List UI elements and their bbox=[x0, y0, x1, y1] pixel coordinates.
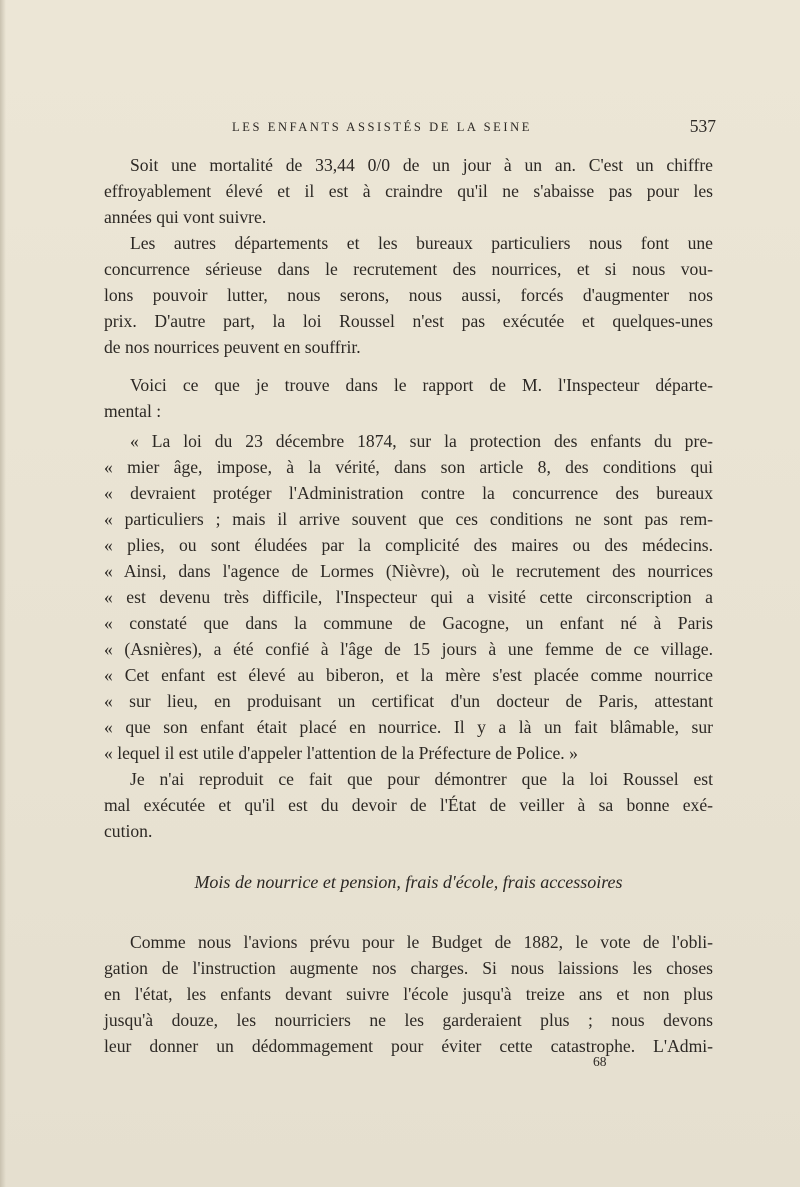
inspector-quote bbox=[104, 428, 713, 766]
page-header bbox=[104, 116, 716, 140]
paragraph-budget bbox=[104, 929, 713, 1059]
quote-line: « Ainsi, dans l'agence de Lormes (Nièvre), où le recrutement des nourrices bbox=[104, 561, 713, 581]
paragraph-report-intro bbox=[104, 372, 713, 424]
quote-line: « mier âge, impose, à la vérité, dans son article 8, des conditions qui bbox=[104, 457, 713, 477]
text-line: effroyablement élevé et il est à craindre qu'il ne s'abaisse pas pour les bbox=[104, 181, 713, 201]
quote-line: « La loi du 23 décembre 1874, sur la protection des enfants du pre- bbox=[130, 431, 713, 451]
text-line: en l'état, les enfants devant suivre l'école jusqu'à treize ans et non plus bbox=[104, 984, 713, 1004]
text-line: mental : bbox=[104, 401, 162, 421]
quote-line: « particuliers ; mais il arrive souvent que ces conditions ne sont pas rem- bbox=[104, 509, 713, 529]
text-line: Soit une mortalité de 33,44 0/0 de un jour à un an. C'est un chiffre bbox=[130, 155, 713, 175]
quote-line: « constaté que dans la commune de Gacogne, un enfant né à Paris bbox=[104, 613, 713, 633]
quote-line: « devraient protéger l'Administration contre la concurrence des bureaux bbox=[104, 483, 713, 503]
paragraph-competition bbox=[104, 230, 713, 360]
text-line: lons pouvoir lutter, nous serons, nous aussi, forcés d'augmenter nos bbox=[104, 285, 713, 305]
text-line: Les autres départements et les bureaux particuliers nous font une bbox=[130, 233, 713, 253]
quote-line: « est devenu très difficile, l'Inspecteur qui a visité cette circonscription a bbox=[104, 587, 713, 607]
text-line: jusqu'à douze, les nourriciers ne les garderaient plus ; nous devons bbox=[104, 1010, 713, 1030]
text-line: années qui vont suivre. bbox=[104, 207, 267, 227]
running-head: LES ENFANTS ASSISTÉS DE LA SEINE bbox=[232, 120, 533, 134]
quote-line: « Cet enfant est élevé au biberon, et la mère s'est placée comme nourrice bbox=[104, 665, 713, 685]
paragraph-mortality bbox=[104, 152, 713, 230]
text-line: Comme nous l'avions prévu pour le Budget de 1882, le vote de l'obli- bbox=[130, 932, 713, 952]
text-line: de nos nourrices peuvent en souffrir. bbox=[104, 337, 361, 357]
section-heading: Mois de nourrice et pension, frais d'école, frais accessoires bbox=[194, 872, 623, 892]
quote-line: « sur lieu, en produisant un certificat d'un docteur de Paris, attestant bbox=[104, 691, 713, 711]
text-line: mal exécutée et qu'il est du devoir de l'État de veiller à sa bonne exé- bbox=[104, 795, 713, 815]
paragraph-conclusion bbox=[104, 766, 713, 844]
quote-line: « lequel il est utile d'appeler l'attention de la Préfecture de Police. » bbox=[104, 743, 578, 763]
text-line: Voici ce que je trouve dans le rapport de M. l'Inspecteur départe- bbox=[130, 375, 713, 395]
quote-line: « (Asnières), a été confié à l'âge de 15 jours à une femme de ce village. bbox=[104, 639, 713, 659]
text-line: cution. bbox=[104, 821, 153, 841]
text-line: concurrence sérieuse dans le recrutement des nourrices, et si nous vou- bbox=[104, 259, 713, 279]
signature-mark: 68 bbox=[593, 1054, 607, 1069]
page-number: 537 bbox=[689, 116, 716, 136]
quote-line: « plies, ou sont éludées par la complicité des maires ou des médecins. bbox=[104, 535, 713, 555]
text-line: Je n'ai reproduit ce fait que pour démontrer que la loi Roussel est bbox=[130, 769, 713, 789]
quote-line: « que son enfant était placé en nourrice. Il y a là un fait blâmable, sur bbox=[104, 717, 713, 737]
text-line: prix. D'autre part, la loi Roussel n'est pas exécutée et quelques-unes bbox=[104, 311, 713, 331]
text-line: gation de l'instruction augmente nos charges. Si nous laissions les choses bbox=[104, 958, 713, 978]
text-line: leur donner un dédommagement pour éviter cette catastrophe. L'Admi- bbox=[104, 1036, 713, 1056]
